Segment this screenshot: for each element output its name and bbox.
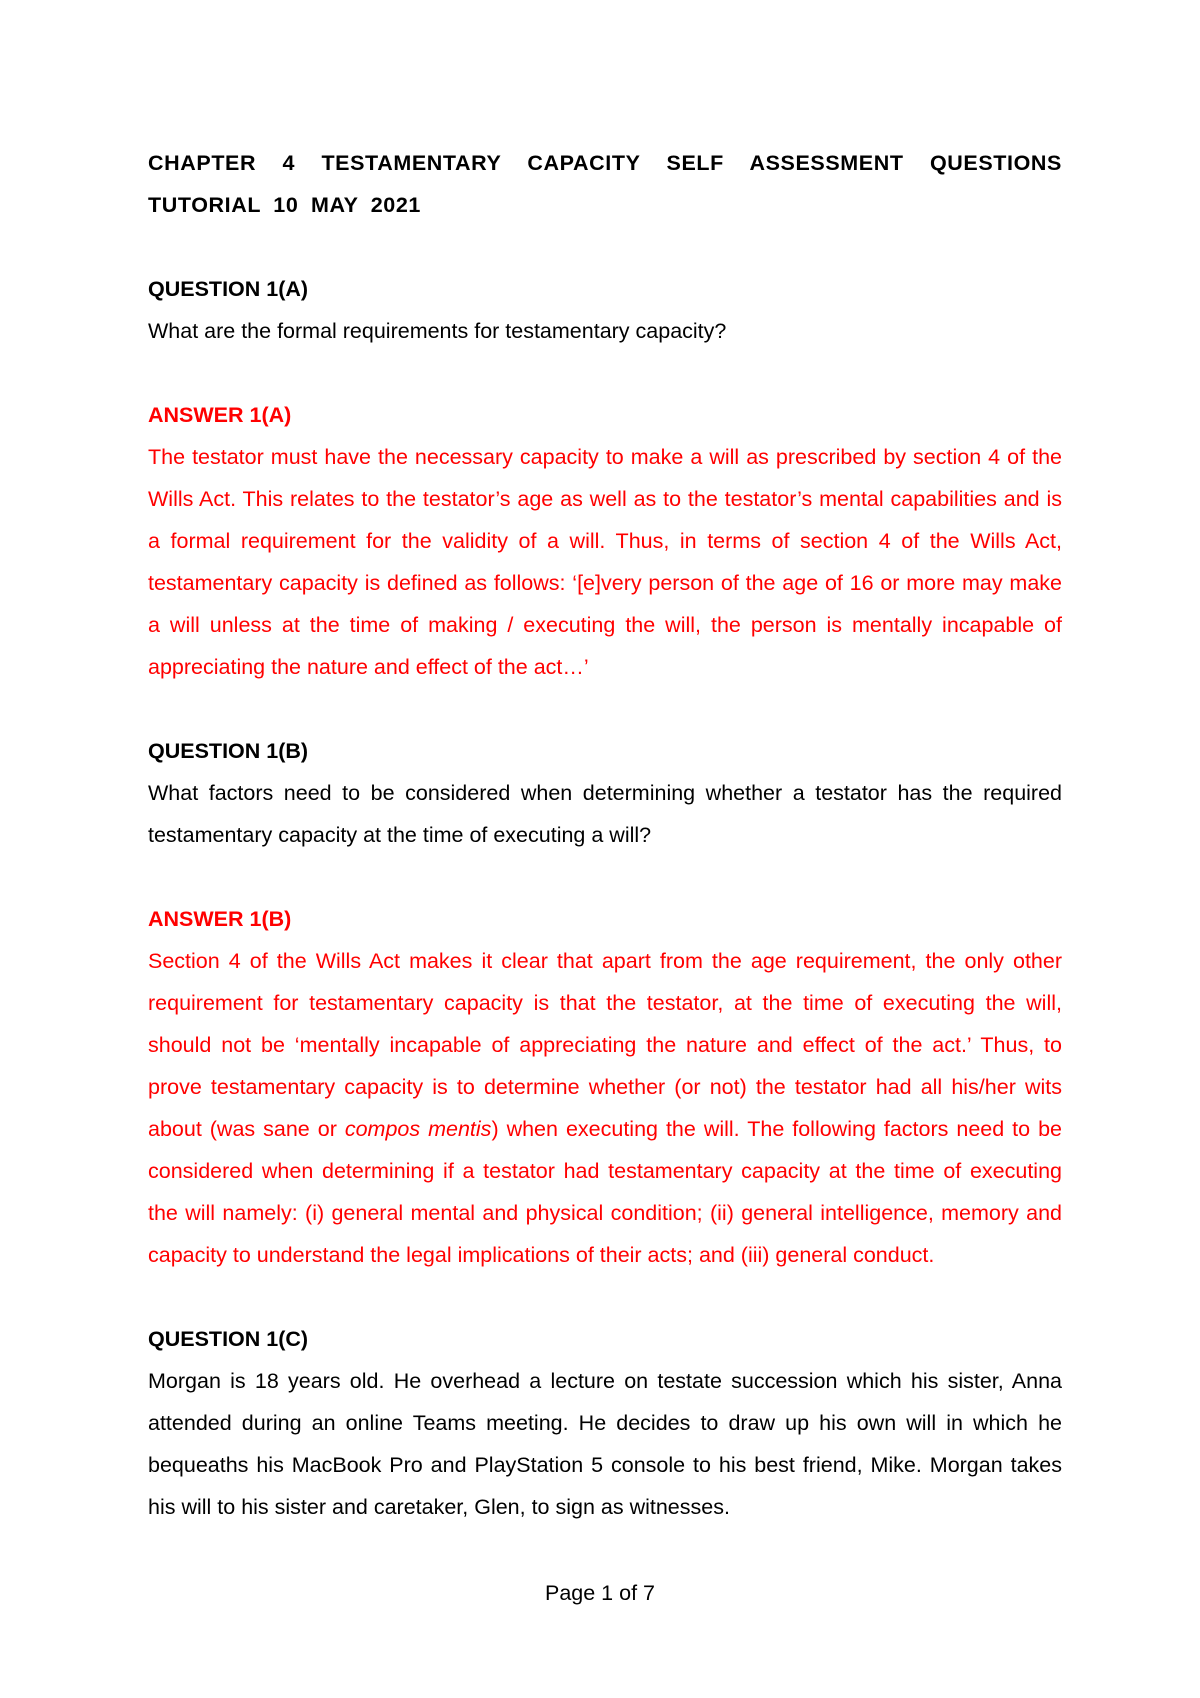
answer-1a bbox=[148, 394, 1062, 688]
question-1c-heading: QUESTION 1(C) bbox=[148, 1327, 309, 1351]
answer-1a-heading: ANSWER 1(A) bbox=[148, 403, 292, 427]
question-1b-text: What factors need to be considered when determining whether a testator has the required testamentary capacity at the time of executing a will? bbox=[148, 781, 1062, 847]
answer-1b-text-italic: compos mentis bbox=[344, 1117, 492, 1141]
question-1a bbox=[148, 268, 1062, 352]
spacer bbox=[148, 856, 1062, 898]
answer-1b-heading: ANSWER 1(B) bbox=[148, 907, 292, 931]
answer-1a-text: The testator must have the necessary capacity to make a will as prescribed by section 4 of the Wills Act. This relates to the testator’s age as well as to the testator’s mental capabilities and is a formal requirement for the validity of a will. Thus, in terms of section 4 of the Wills Act, testamentary capacity is defined as follows: ‘[e]very person of the age of 16 or more may make a will unless at the time of making / executing the will, the person is mentally incapable of appreciating the nature and effect of the act…’ bbox=[148, 445, 1062, 679]
question-1b-heading: QUESTION 1(B) bbox=[148, 739, 309, 763]
answer-1b-text-after: ) when executing the will. The following factors need to be considered when determining if a testator had testamentary capacity at the time of executing the will namely: (i) general mental and physical condition; (ii) general intelligence, memory and capacity to understand the legal implications of their acts; and (iii) general conduct. bbox=[148, 1117, 1062, 1267]
spacer bbox=[148, 688, 1062, 730]
title-line-2: TUTORIAL 10 MAY 2021 bbox=[148, 193, 421, 217]
question-1c-text: Morgan is 18 years old. He overhead a lecture on testate succession which his sister, Anna attended during an online Teams meeting. He decides to draw up his own will in which he bequeaths his MacBook Pro and PlayStation 5 console to his best friend, Mike. Morgan takes his will to his sister and caretaker, Glen, to sign as witnesses. bbox=[148, 1369, 1062, 1519]
page-number: Page 1 of 7 bbox=[545, 1581, 655, 1605]
question-1c bbox=[148, 1318, 1062, 1528]
spacer bbox=[148, 226, 1062, 268]
answer-1b-text bbox=[148, 940, 1062, 1276]
spacer bbox=[148, 352, 1062, 394]
question-1a-heading: QUESTION 1(A) bbox=[148, 277, 309, 301]
answer-1b bbox=[148, 898, 1062, 1276]
spacer bbox=[148, 1276, 1062, 1318]
question-1b bbox=[148, 730, 1062, 856]
answer-1b-text-before: Section 4 of the Wills Act makes it clear that apart from the age requirement, the only other requirement for testamentary capacity is that the testator, at the time of executing the will, should not be ‘mentally incapable of appreciating the nature and effect of the act.’ Thus, to prove testamentary capacity is to determine whether (or not) the testator had all his/her wits about (was sane or bbox=[148, 949, 1062, 1141]
question-1a-text: What are the formal requirements for testamentary capacity? bbox=[148, 319, 727, 343]
document-title bbox=[148, 142, 1062, 226]
document-body bbox=[148, 142, 1062, 1528]
title-line-1: CHAPTER 4 TESTAMENTARY CAPACITY SELF ASSESSMENT QUESTIONS bbox=[148, 151, 1062, 175]
